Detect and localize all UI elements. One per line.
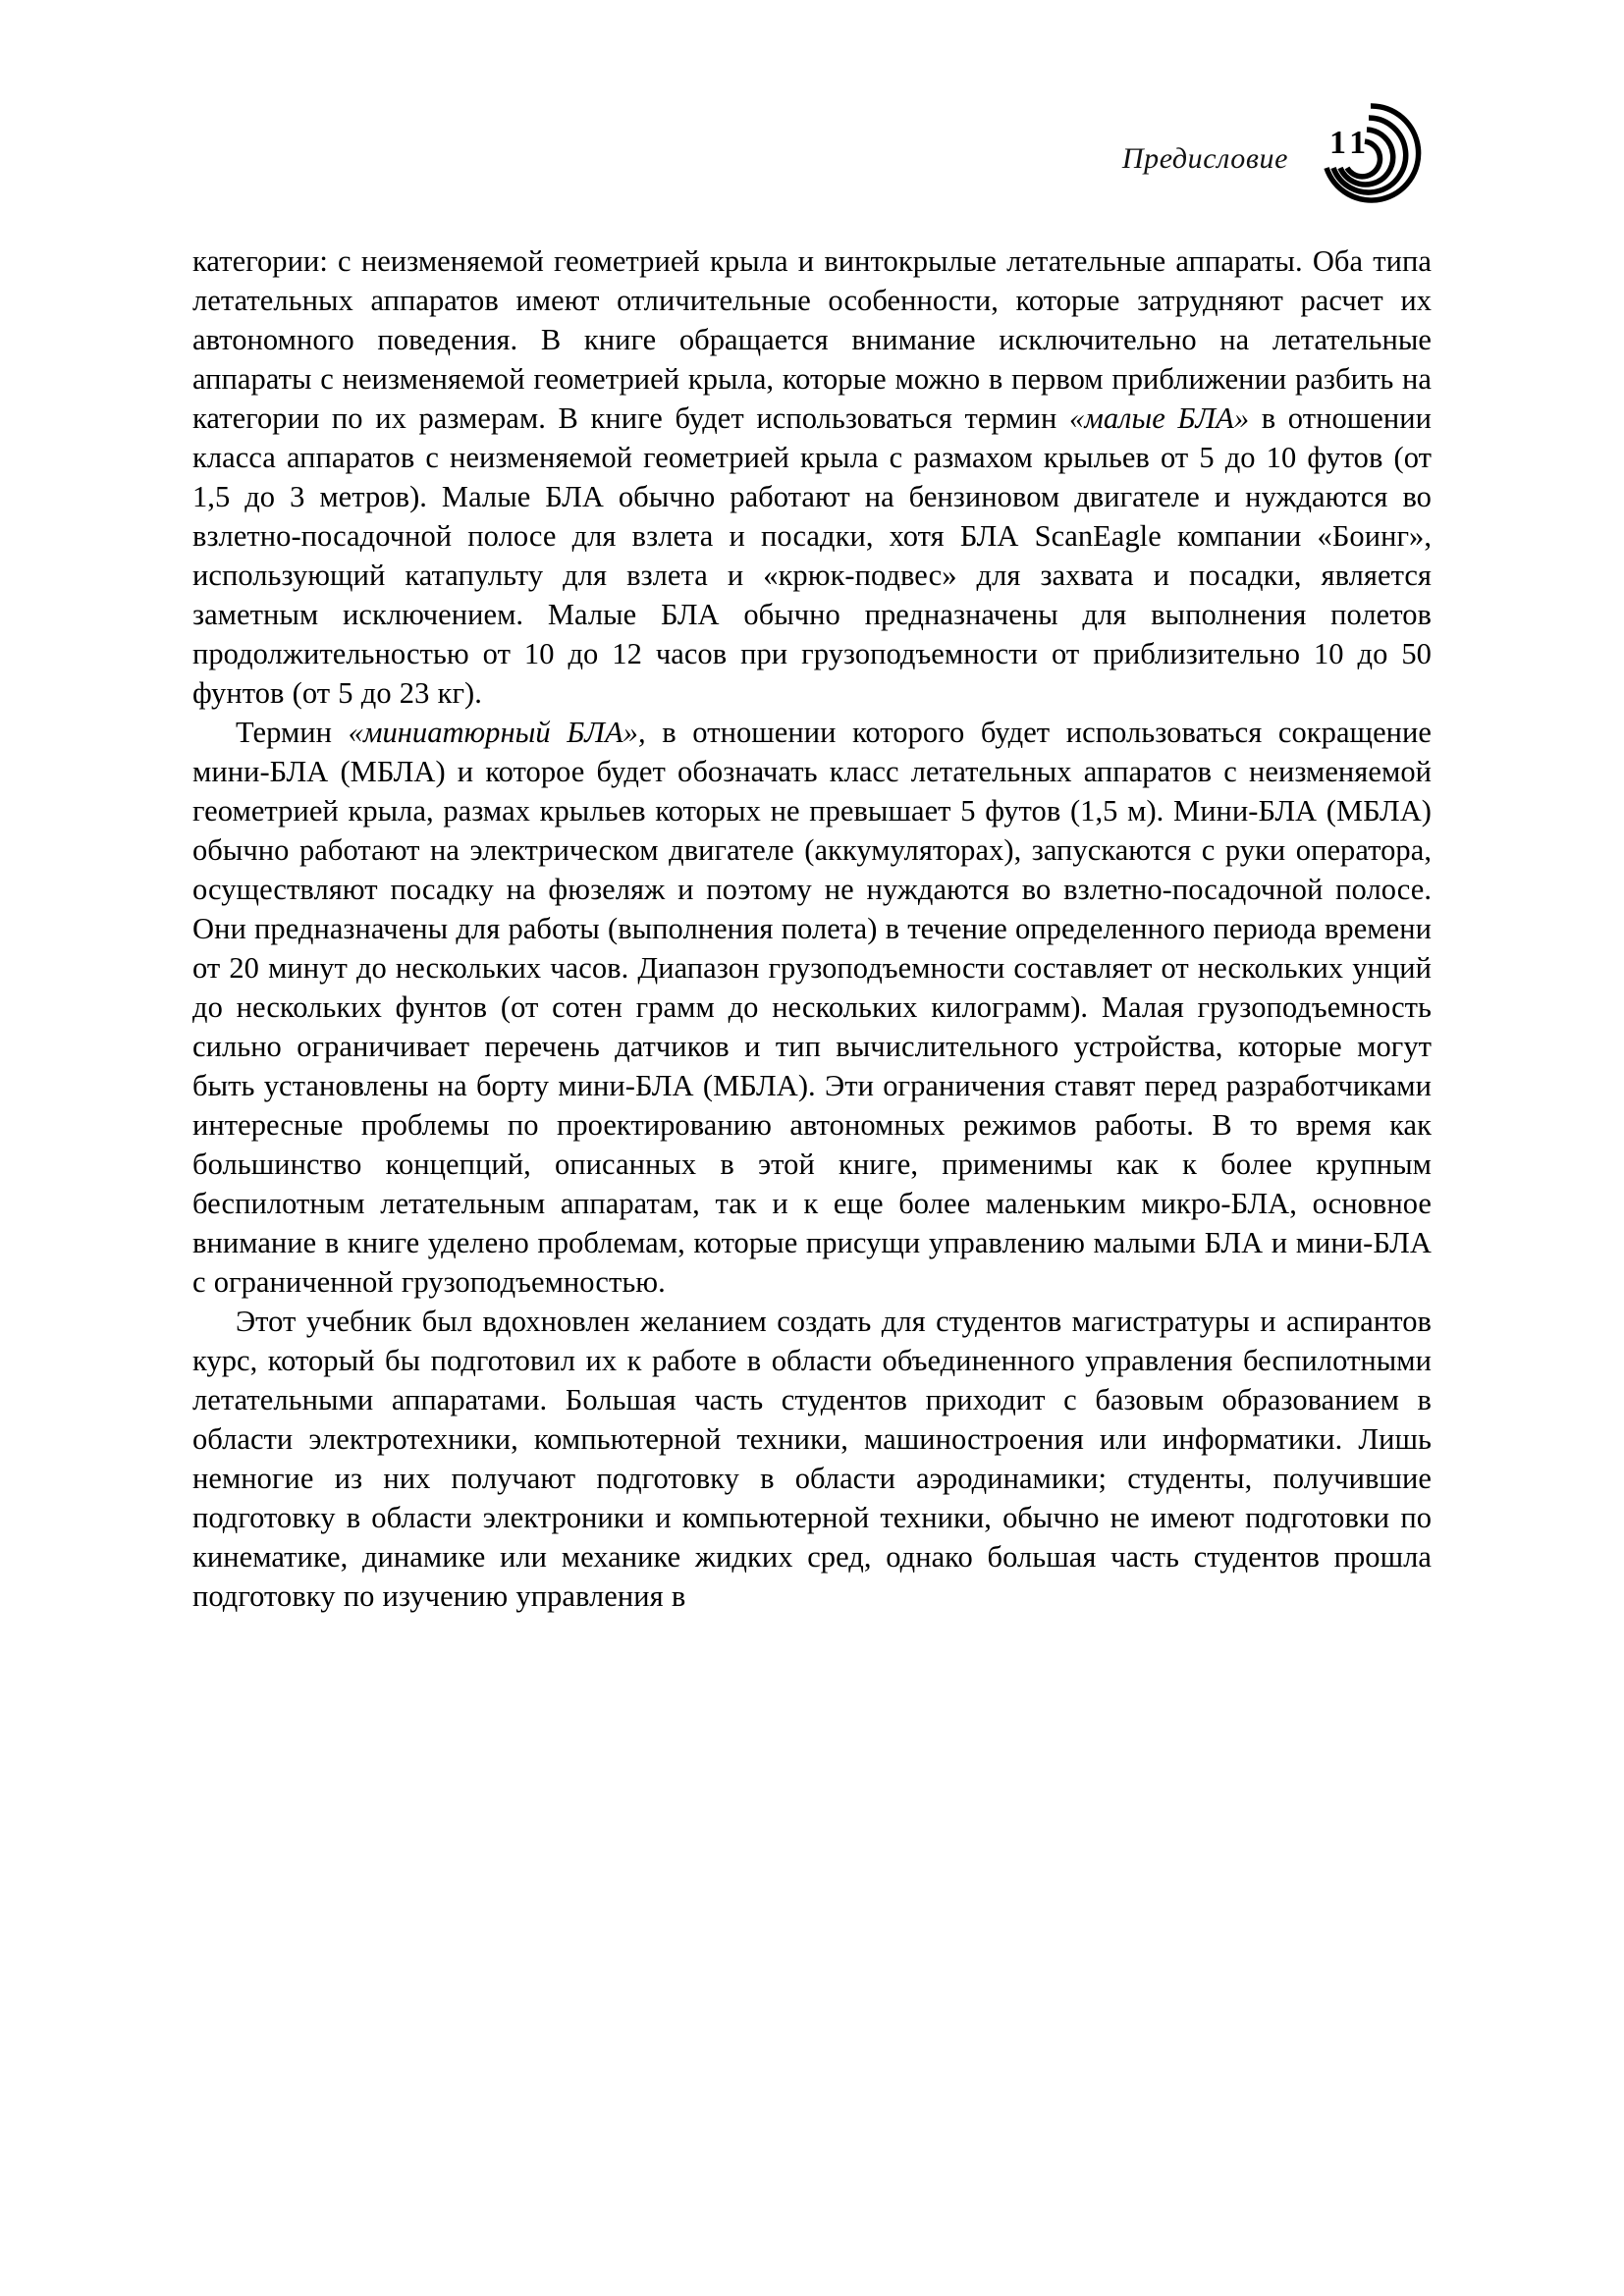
paragraph-2-run-3: в отношении которого будет использоваться сокращение мини-БЛА (МБЛА) и которое будет обозначать класс летательных аппаратов с неизменяемой геометрией крыла, размах крыльев которых не превышает 5 футов (1,5 м). Мини-БЛА (МБЛА) обычно работают на электрическом двигателе (аккумуляторах), запускаются с руки оператора, осуществляют посадку на фюзеляж и поэтому не нуждаются во взлетно-посадочной полосе. Они предназначены для работы (выполнения полета) в течение определенного периода времени от 20 минут до нескольких часов. Диапазон грузоподъемности составляет от нескольких унций до нескольких фунтов (от сотен грамм до нескольких килограмм). Малая грузоподъемность сильно ограничивает перечень датчиков и тип вычислительного устройства, которые могут быть установлены на борту мини-БЛА (МБЛА). Эти ограничения ставят перед разработчиками интересные проблемы по проектированию автономных режимов работы. В то время как большинство концепций, описанных в этой книге, применимы как к более крупным беспилотным летательным аппаратам, так и к еще более маленьким микро-БЛА, основное внимание в книге уделено проблемам, которые присущи управлению малыми БЛА и мини-БЛА с ограниченной грузоподъемностью. xyxy=(192,716,1432,1299)
paragraph-2-run-1: Термин xyxy=(236,716,349,749)
paragraph-1-run-1: категории: с неизменяемой геометрией крыла и винтокрылые летательные аппараты. Оба типа летательных аппаратов имеют отличительные особенности, которые затрудняют расчет их автономного поведения. В книге обращается внимание исключительно на летательные аппараты с неизменяемой геометрией крыла, которые можно в первом приближении разбить на категории по их размерам. В книге будет использоваться термин xyxy=(192,244,1432,435)
page-text-block xyxy=(192,241,1432,1616)
running-header xyxy=(192,102,1432,210)
page-number: 11 xyxy=(1329,125,1372,161)
paragraph-1 xyxy=(192,241,1432,713)
running-header-title: Предисловие xyxy=(1121,142,1288,175)
paragraph-3-run-1: Этот учебник был вдохновлен желанием создать для студентов магистратуры и аспирантов курс, который бы подготовил их к работе в области объединенного управления беспилотными летательными аппаратами. Большая часть студентов приходит с базовым образованием в области электротехники, компьютерной техники, машиностроения или информатики. Лишь немногие из них получают подготовку в области аэродинамики; студенты, получившие подготовку в области электроники и компьютерной техники, обычно не имеют подготовки по кинематике, динамике или механике жидких сред, однако большая часть студентов прошла подготовку по изучению управления в xyxy=(192,1305,1432,1613)
folio-ornament-group xyxy=(1316,97,1432,215)
running-header-content xyxy=(1122,102,1432,210)
paragraph-1-run-3: в отношении класса аппаратов с неизменяемой геометрией крыла с размахом крыльев от 5 до 10 футов (от 1,5 до 3 метров). Малые БЛА обычно работают на бензиновом двигателе и нуждаются во взлетно-посадочной полосе для взлета и посадки, хотя БЛА ScanEagle компании «Боинг», использующий катапульту для взлета и «крюк-подвес» для захвата и посадки, является заметным исключением. Малые БЛА обычно предназначены для выполнения полетов продолжительностью от 10 до 12 часов при грузоподъемности от приблизительно 10 до 50 фунтов (от 5 до 23 кг). xyxy=(192,401,1432,710)
paragraph-3 xyxy=(192,1302,1432,1616)
paragraph-2-emphasis-miniatyurny-bla: «миниатюрный БЛА», xyxy=(348,716,646,749)
paragraph-1-emphasis-maliye-bla: «малые БЛА» xyxy=(1069,401,1250,435)
paragraph-2 xyxy=(192,713,1432,1302)
